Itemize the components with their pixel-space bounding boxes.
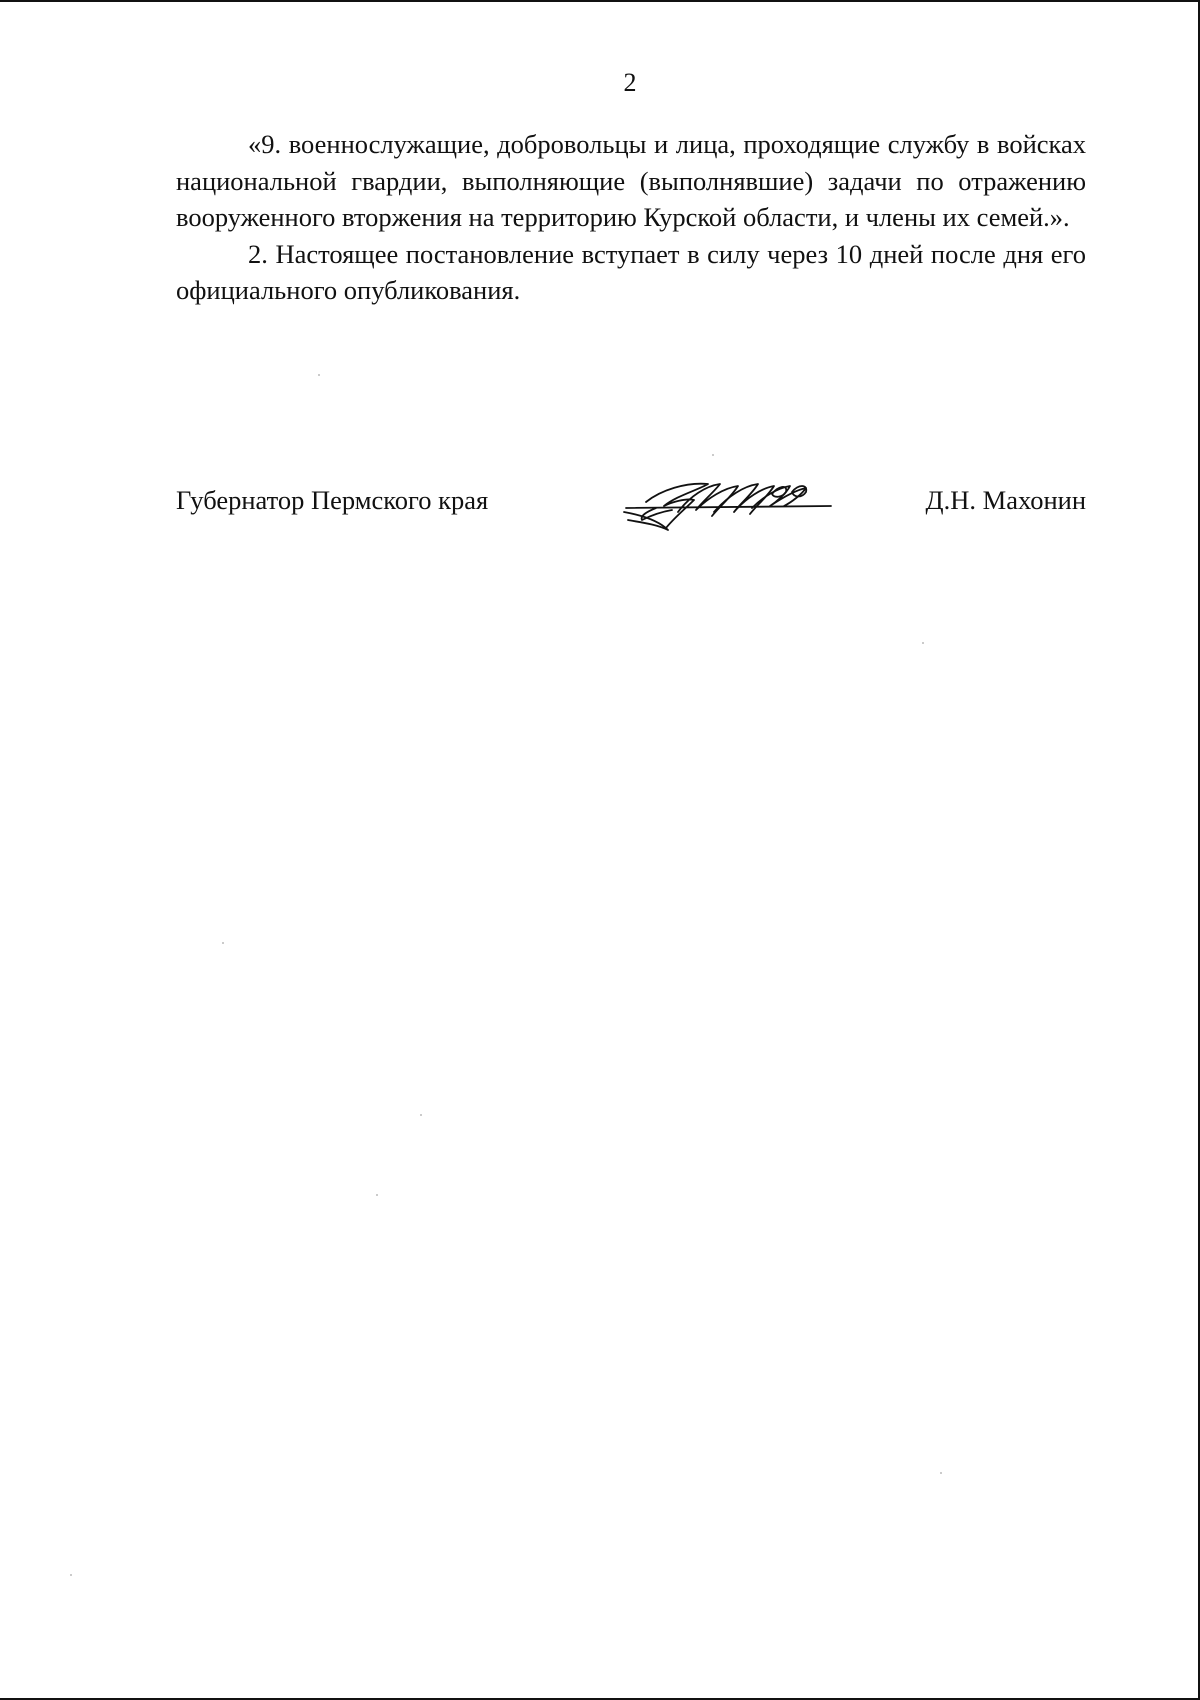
paragraph-effective-date: 2. Настоящее постановление вступает в силу через 10 дней после дня его официального опубликования.	[176, 238, 1086, 305]
signature-icon	[616, 472, 836, 542]
scan-speck	[70, 1574, 72, 1576]
signature-block	[176, 472, 1086, 552]
scan-speck	[940, 1472, 942, 1474]
signer-title: Губернатор Пермского края	[176, 485, 489, 515]
scan-speck	[376, 1194, 378, 1196]
scan-speck	[318, 374, 320, 376]
scan-speck	[222, 942, 224, 944]
scan-speck	[712, 454, 714, 456]
signer-name: Д.Н. Махонин	[925, 485, 1086, 515]
handwritten-signature	[616, 472, 836, 542]
scan-speck	[922, 642, 924, 644]
scan-speck	[420, 1114, 422, 1116]
paragraph-item-9: «9. военнослужащие, добровольцы и лица, проходящие службу в войсках национальной гвардии, выполняющие (выполнявшие) задачи по отражению вооруженного вторжения на территорию Курской области, и члены их семей.».	[176, 129, 1086, 232]
page-number: 2	[623, 68, 637, 97]
document-body	[176, 126, 1086, 309]
